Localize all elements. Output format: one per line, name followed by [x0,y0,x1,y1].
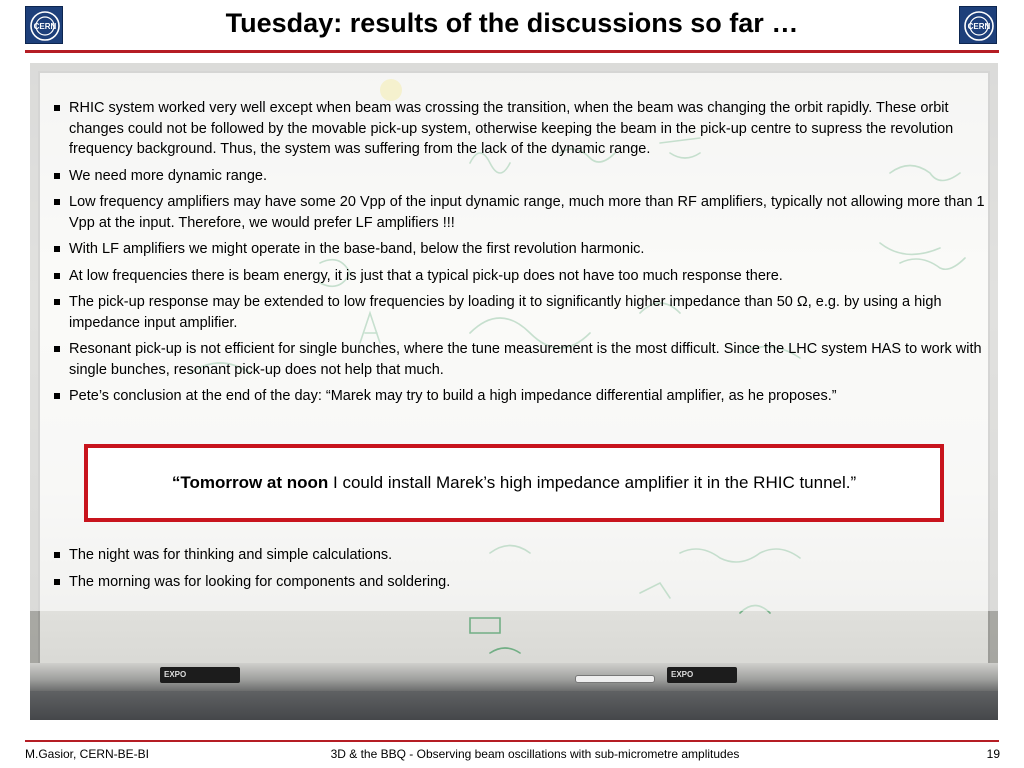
bullet-icon [54,105,60,111]
list-item: With LF amplifiers we might operate in the base-band, below the first revolution harmonic. [52,239,992,260]
header-divider [25,50,999,53]
marker [575,675,655,683]
bullet-icon [54,246,60,252]
bullet-list [52,98,992,413]
list-item: Pete’s conclusion at the end of the day: “Marek may try to build a high impedance differential amplifier, as he proposes.” [52,386,992,407]
quote-callout [84,444,944,522]
bullet-icon [54,273,60,279]
list-item: The morning was for looking for components and soldering. [52,572,992,593]
list-item: The night was for thinking and simple calculations. [52,545,992,566]
bullet-icon [54,346,60,352]
list-item: We need more dynamic range. [52,166,992,187]
quote-text: “Tomorrow at noon I could install Marek’s high impedance amplifier it in the RHIC tunnel.” [171,473,857,492]
bullet-icon [54,199,60,205]
svg-text:CERN: CERN [33,22,57,31]
cern-logo-right [959,6,997,44]
bullet-icon [54,393,60,399]
bullet-icon [54,299,60,305]
list-item: The pick-up response may be extended to low frequencies by loading it to significantly higher impedance than 50 Ω, e.g. by using a high impedance input amplifier. [52,292,992,333]
page-number: 19 [986,747,1000,761]
whiteboard-tray [30,663,998,691]
bullet-icon [54,579,60,585]
footer-divider [25,740,999,742]
slide-header [0,0,1024,50]
eraser: EXPO [667,667,737,683]
svg-text:CERN: CERN [967,22,991,31]
list-item: RHIC system worked very well except when beam was crossing the transition, when the beam was changing the orbit rapidly. These orbit changes could not be followed by the movable pick-up system, otherwise keeping the beam in the pick-up centre to supress the revolution frequency background. Thus, the system was suffering from the lack of the dynamic range. [52,98,992,160]
bullet-icon [54,552,60,558]
cern-logo-icon [960,7,998,45]
list-item: At low frequencies there is beam energy, it is just that a typical pick-up does not have too much response there. [52,266,992,287]
list-item: Low frequency amplifiers may have some 20 Vpp of the input dynamic range, much more than RF amplifiers, typically not allowing more than 1 Vpp at the input. Therefore, we would prefer LF amplifiers !!! [52,192,992,233]
list-item: Resonant pick-up is not efficient for single bunches, where the tune measurement is the most difficult. Since the LHC system HAS to work with single bunches, resonant pick-up does not help that much. [52,339,992,380]
eraser: EXPO [160,667,240,683]
bullet-icon [54,173,60,179]
bullet-list-after [52,545,992,598]
footer-author: M.Gasior, CERN-BE-BI [25,747,150,761]
footer-title: 3D & the BBQ - Observing beam oscillations with sub-micrometre amplitudes [330,747,740,761]
page-title: Tuesday: results of the discussions so far … [225,8,799,38]
